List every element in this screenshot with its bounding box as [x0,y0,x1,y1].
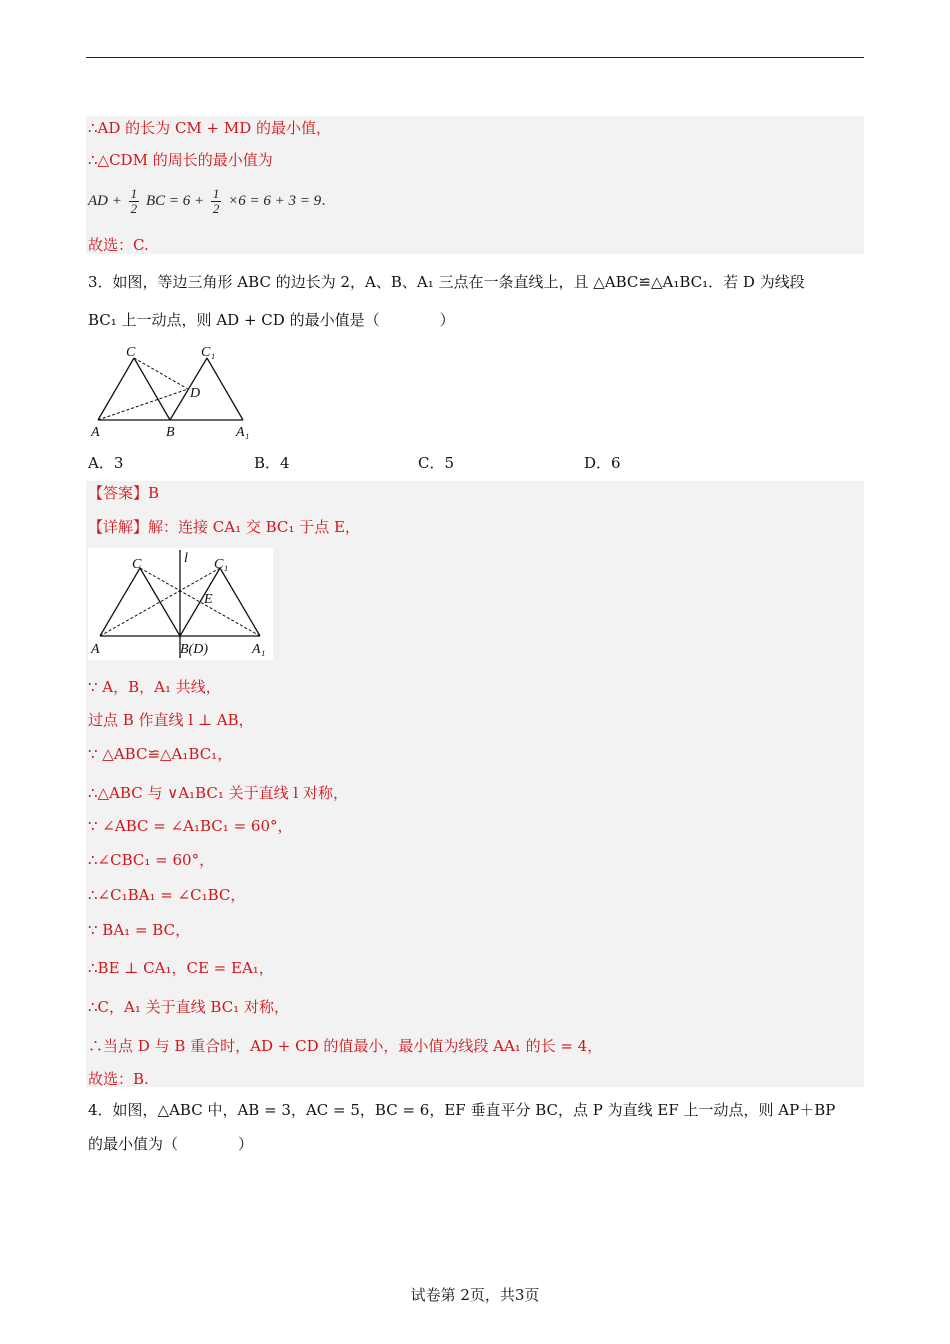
answer-label: 【答案】B [88,484,160,502]
fig1-label-C1: C₁ [201,345,216,360]
fig2-label-A: A [91,642,100,657]
fig2-label-C: C [132,557,142,572]
fraction-half-2: $\frac{1}{2}$ [212,185,220,216]
step-4: ∴△ABC 与 ∨A₁BC₁ 关于直线 l 对称， [88,784,348,802]
fig2-label-C1: C₁ [214,557,229,572]
solution-answer: 故选：C. [88,236,149,254]
step-9: ∴BE ⊥ CA₁，CE = EA₁， [88,959,274,977]
solution-line-1: ∴AD 的长为 CM + MD 的最小值， [88,119,332,137]
step-12: 故选：B. [88,1070,149,1088]
solution-line-2: ∴△CDM 的周长的最小值为 [88,151,273,169]
fig1-label-D: D [190,386,201,401]
step-3: ∵ △ABC≌△A₁BC₁， [88,745,233,763]
formula-rhs: ×6 = 6 + 3 = 9 [228,193,322,209]
formula-end: . [321,191,326,209]
question-4-line-1: 4．如图，△ABC 中，AB = 3，AC = 5，BC = 6，EF 垂直平分 BC，点 P 为直线 EF 上一动点，则 AP＋BP [88,1101,836,1119]
step-11: ∴当点 D 与 B 重合时，AD + CD 的值最小，最小值为线段 AA₁ 的长 = 4， [88,1037,603,1055]
step-2: 过点 B 作直线 l ⊥ AB， [88,711,254,729]
fig2-label-E: E [204,592,213,607]
formula-mid: BC = 6 + [145,193,205,209]
formula-lhs: AD + [88,193,122,209]
question-4-line-2: 的最小值为（ ） [88,1135,254,1153]
step-7: ∴∠C₁BA₁ = ∠C₁BC， [88,886,246,904]
fig2-label-BD: B(D) [180,642,208,657]
question-3-figure [88,342,258,442]
fig2-label-A1: A₁ [252,642,266,657]
option-d[interactable]: D．6 [584,454,621,472]
solution-formula [88,182,326,219]
fraction-half-1: $\frac{1}{2}$ [130,185,138,216]
fig2-label-l: l [184,551,188,566]
fig1-label-A: A [91,425,100,440]
detail-intro: 【详解】解：连接 CA₁ 交 BC₁ 于点 E， [88,518,360,536]
step-8: ∵ BA₁ = BC， [88,921,191,939]
step-1: ∵ A，B，A₁ 共线， [88,678,221,696]
fig1-label-A1: A₁ [236,425,250,440]
option-b[interactable]: B．4 [254,454,290,472]
header-rule [86,57,864,58]
page-footer: 试卷第 2页，共3页 [410,1286,540,1304]
question-3-solution-figure [88,548,273,660]
fig1-label-B: B [166,425,175,440]
fig1-label-C: C [126,345,136,360]
question-3-line-2: BC₁ 上一动点，则 AD + CD 的最小值是（ ） [88,311,455,329]
step-10: ∴C，A₁ 关于直线 BC₁ 对称， [88,998,289,1016]
option-a[interactable]: A．3 [88,454,124,472]
step-5: ∵ ∠ABC = ∠A₁BC₁ = 60°， [88,817,293,835]
step-6: ∴∠CBC₁ = 60°， [88,851,215,869]
option-c[interactable]: C．5 [418,454,455,472]
question-3-line-1: 3．如图，等边三角形 ABC 的边长为 2，A、B、A₁ 三点在一条直线上，且 △ABC≌△A₁BC₁．若 D 为线段 [88,273,805,291]
